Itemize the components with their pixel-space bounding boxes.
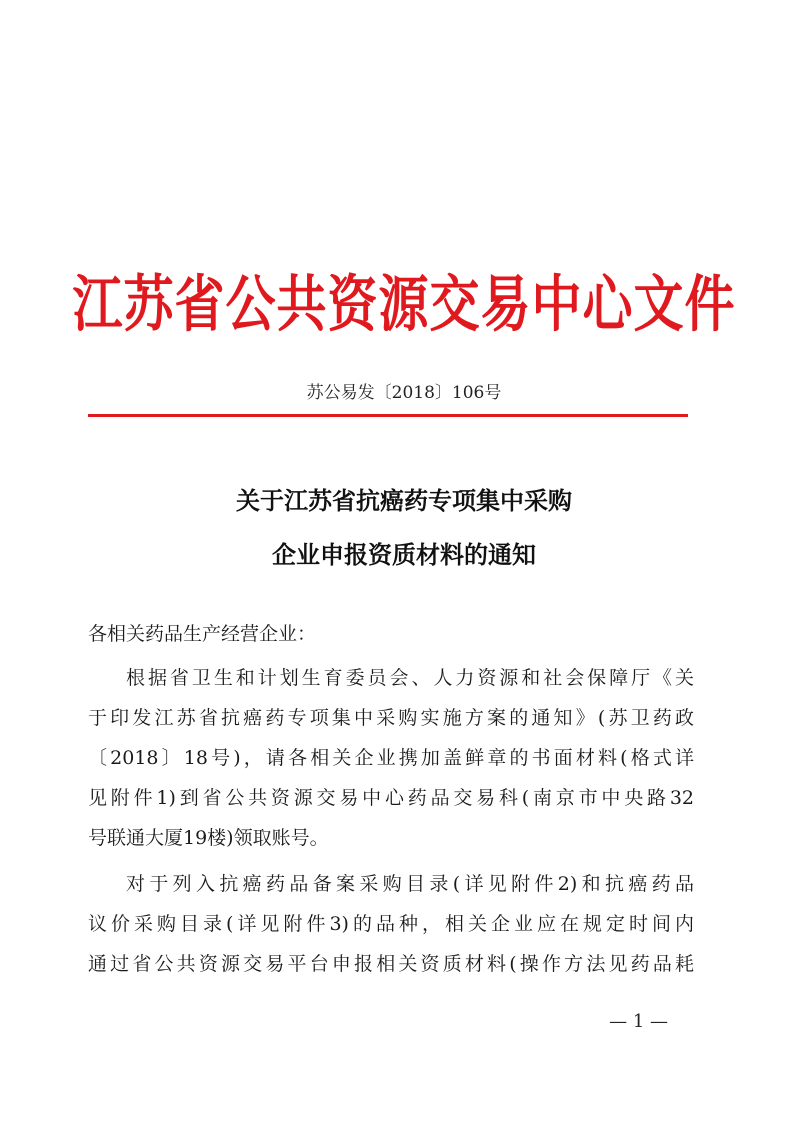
notice-title-line-2: 企业申报资质材料的通知 [272,541,536,569]
document-number: 苏公易发〔2018〕106号 [306,383,502,403]
paragraph-line: 对于列入抗癌药品备案采购目录(详见附件2)和抗癌药品 [126,873,694,895]
salutation: 各相关药品生产经营企业： [88,623,317,645]
notice-title-line-1: 关于江苏省抗癌药专项集中采购 [236,487,572,515]
paragraph-line: 通过省公共资源交易平台申报相关资质材料(操作方法见药品耗 [88,953,694,975]
page-number: — 1 — [609,1011,668,1032]
paragraph-line: 议价采购目录(详见附件3)的品种，相关企业应在规定时间内 [88,913,694,935]
notice-title [0,474,808,582]
paragraph-1 [88,658,694,858]
document-header-title: 江苏省公共资源交易中心文件 [72,268,736,340]
paragraph-line: 于印发江苏省抗癌药专项集中采购实施方案的通知》(苏卫药政 [88,707,694,729]
paragraph-2 [88,864,694,984]
paragraph-line: 号联通大厦19楼)领取账号。 [88,827,329,849]
paragraph-line: 见附件1)到省公共资源交易中心药品交易科(南京市中央路32 [88,787,694,809]
paragraph-line: 根据省卫生和计划生育委员会、人力资源和社会保障厅《关 [126,667,694,689]
notice-body [88,614,694,984]
paragraph-line: 〔2018〕18号)，请各相关企业携加盖鲜章的书面材料(格式详 [88,747,694,769]
red-divider-line [88,414,688,417]
